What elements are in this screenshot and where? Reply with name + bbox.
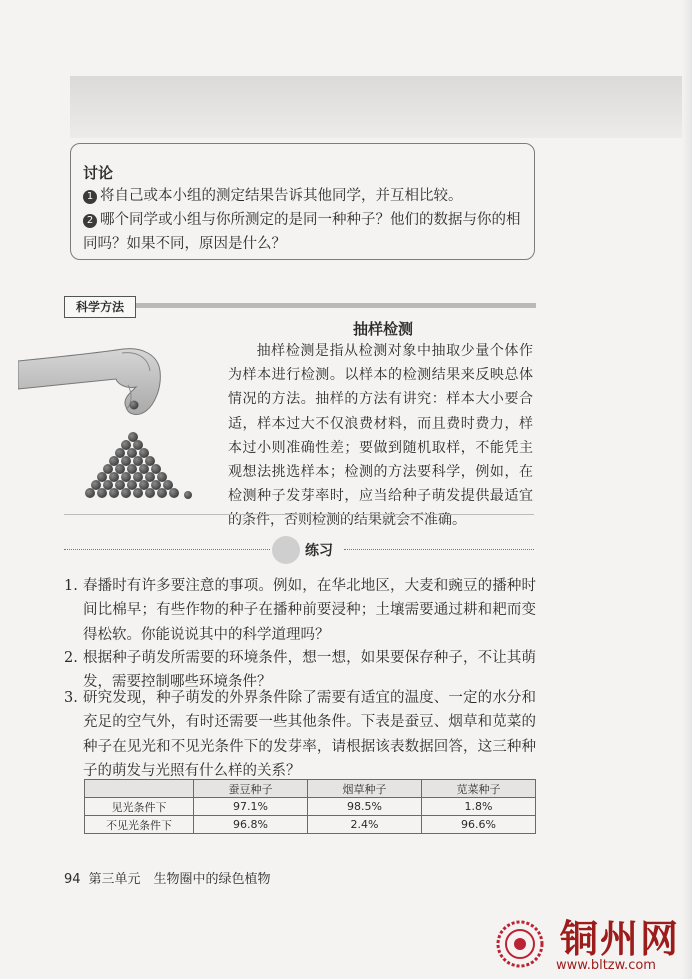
- discussion-item-1: [83, 184, 528, 208]
- header-band: [70, 76, 692, 138]
- dotted-rule-left: [64, 549, 270, 550]
- table-header-cell: 蚕豆种子: [194, 780, 308, 798]
- science-method-tag: 科学方法: [64, 296, 136, 318]
- exercise-icon: [272, 536, 300, 564]
- number-badge-2: 2: [83, 214, 97, 228]
- discussion-box: [70, 143, 535, 260]
- table-header-cell: 苋菜种子: [422, 780, 536, 798]
- question-1: [64, 574, 536, 647]
- discussion-title: 讨论: [83, 164, 114, 182]
- question-3: [64, 686, 536, 783]
- section-divider: [64, 514, 534, 515]
- number-badge-1: 1: [83, 190, 97, 204]
- question-text: 春播时有许多要注意的事项。例如，在华北地区，大麦和豌豆的播种时间比棉早；有些作物的种子在播种前要浸种；土壤需要通过耕和耙而变得松软。你能说说其中的科学道理吗？: [83, 578, 536, 643]
- question-text: 根据种子萌发所需要的环境条件，想一想，如果要保存种子，不让其萌发，需要控制哪些环境条件？: [83, 650, 536, 691]
- exercise-title: 练习: [305, 543, 333, 559]
- watermark-name: 铜州网: [560, 916, 681, 961]
- page-edge-shadow: [682, 0, 692, 979]
- germination-table: [84, 779, 536, 834]
- table-row: [85, 798, 536, 816]
- page-footer: [64, 868, 271, 887]
- method-paragraph: 抽样检测是指从检测对象中抽取少量个体作为样本进行检测。以样本的检测结果来反映总体情况的方法。抽样的方法有讲究：样本大小要合适，样本过大不仅浪费材料，而且费时费力，样本过小则准确性差；要做到随机取样，不能凭主观想法挑选样本；检测的方法要科学，例如，在检测种子发芽率时，应当给种子萌发提供最适宜的条件，否则检测的结果就会不准确。: [228, 343, 533, 529]
- method-title: 抽样检测: [353, 320, 414, 338]
- discussion-item-text: 哪个同学或小组与你所测定的是同一种种子？他们的数据与你的相同吗？如果不同，原因是什么？: [83, 212, 521, 252]
- section-rule: [136, 303, 536, 308]
- dotted-rule-right: [344, 549, 534, 550]
- question-number: 3.: [64, 690, 78, 706]
- table-row: [85, 816, 536, 834]
- question-number: 2.: [64, 650, 78, 666]
- table-header-cell: 烟草种子: [308, 780, 422, 798]
- discussion-item-2: [83, 208, 528, 256]
- hand-picking-seeds-illustration: [18, 345, 220, 510]
- watermark-url: www.bltzw.com: [556, 958, 656, 973]
- table-cell: 见光条件下: [85, 798, 194, 816]
- table-cell: 96.6%: [422, 816, 536, 834]
- question-text: 研究发现，种子萌发的外界条件除了需要有适宜的温度、一定的水分和充足的空气外，有时还需要一些其他条件。下表是蚕豆、烟草和苋菜的种子在见光和不见光条件下的发芽率，请根据该表数据回答，这三种种子的萌发与光照有什么样的关系？: [83, 690, 536, 779]
- table-cell: 97.1%: [194, 798, 308, 816]
- table-header-cell: [85, 780, 194, 798]
- question-number: 1.: [64, 578, 78, 594]
- method-body-text: [228, 339, 533, 533]
- table-header-row: [85, 780, 536, 798]
- table-cell: 96.8%: [194, 816, 308, 834]
- page-number: 94: [64, 872, 81, 887]
- table-cell: 1.8%: [422, 798, 536, 816]
- table-cell: 不见光条件下: [85, 816, 194, 834]
- discussion-item-text: 将自己或本小组的测定结果告诉其他同学，并互相比较。: [100, 188, 463, 204]
- footer-text: 第三单元 生物圈中的绿色植物: [88, 872, 271, 887]
- table-cell: 2.4%: [308, 816, 422, 834]
- table-cell: 98.5%: [308, 798, 422, 816]
